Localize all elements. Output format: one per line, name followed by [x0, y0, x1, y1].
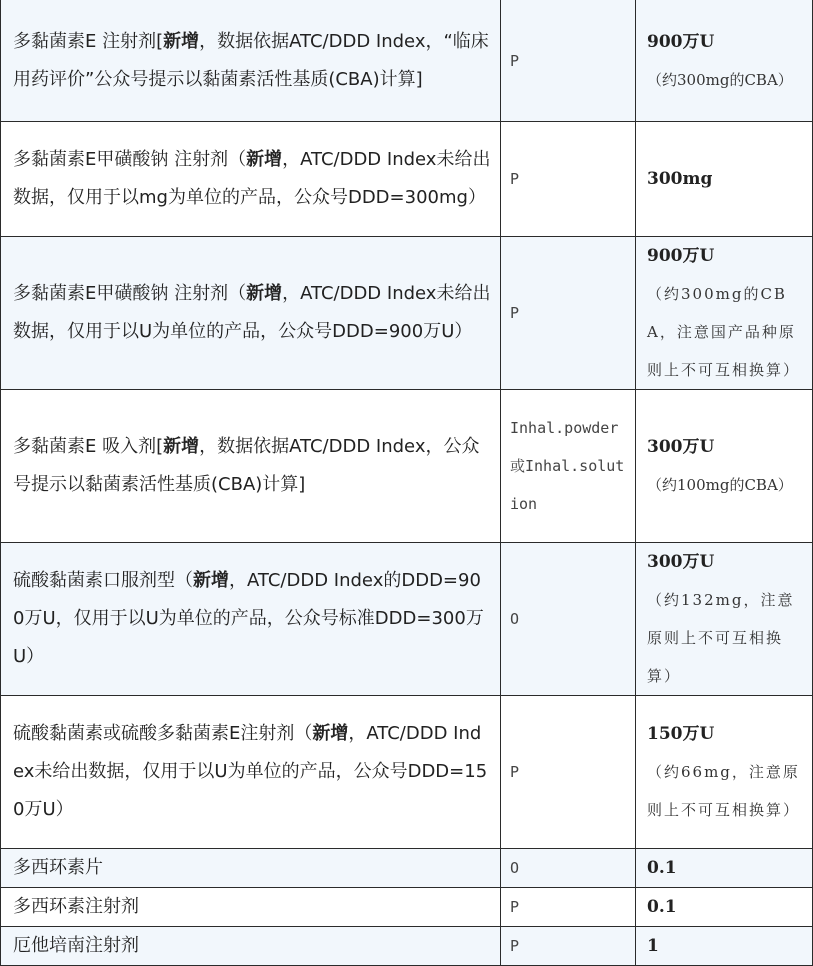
route-cell: O [501, 849, 636, 888]
table-row [1, 543, 813, 696]
table-row [1, 888, 813, 927]
ddd-note: （约66mg，注意原则上不可互相换算） [647, 763, 801, 819]
new-tag: 新增 [193, 570, 229, 591]
ddd-value: 900万U [647, 31, 715, 52]
drug-name-cell: 厄他培南注射剂 [1, 927, 501, 966]
ddd-cell [636, 0, 813, 122]
route-cell: O [501, 543, 636, 696]
ddd-value: 300万U [647, 437, 715, 457]
ddd-value: 150万U [647, 724, 715, 744]
drug-name-cell: 多黏菌素E 注射剂[新增，数据依据ATC/DDD Index，“临床用药评价”公众号提示以黏菌素活性基质(CBA)计算] [1, 0, 501, 122]
drug-name-cell: 多西环素片 [1, 849, 501, 888]
route-cell: P [501, 0, 636, 122]
table-row [1, 696, 813, 849]
route-cell: P [501, 696, 636, 849]
ddd-note: （约300mg的CBA，注意国产品种原则上不可互相换算） [647, 285, 801, 379]
route-cell: P [501, 122, 636, 237]
ddd-note: （约300mg的CBA） [647, 70, 793, 89]
new-tag: 新增 [163, 30, 200, 52]
route-cell: P [501, 927, 636, 966]
table-row [1, 927, 813, 966]
ddd-note: （约132mg，注意原则上不可互相换算） [647, 591, 795, 685]
ddd-value: 0.1 [647, 897, 677, 917]
ddd-cell [636, 927, 813, 966]
ddd-cell [636, 696, 813, 849]
route-cell: P [501, 237, 636, 390]
table-row [1, 849, 813, 888]
drug-name-cell: 多西环素注射剂 [1, 888, 501, 927]
ddd-cell [636, 237, 813, 390]
new-tag: 新增 [246, 283, 283, 304]
drug-name-cell: 硫酸黏菌素或硫酸多黏菌素E注射剂（新增，ATC/DDD Index未给出数据，仅用于以U为单位的产品，公众号DDD=150万U） [1, 696, 501, 849]
route-cell: P [501, 888, 636, 927]
ddd-value: 300mg [647, 169, 713, 189]
ddd-value: 300万U [647, 552, 715, 572]
table-row [1, 0, 813, 122]
ddd-note: （约100mg的CBA） [647, 476, 793, 494]
new-tag: 新增 [246, 149, 283, 170]
table-row [1, 122, 813, 237]
route-cell: Inhal.powder或Inhal.solution [501, 390, 636, 543]
ddd-cell [636, 888, 813, 927]
drug-name-cell: 多黏菌素E 吸入剂[新增，数据依据ATC/DDD Index，公众号提示以黏菌素活性基质(CBA)计算] [1, 390, 501, 543]
ddd-value: 0.1 [647, 858, 677, 878]
table-row [1, 390, 813, 543]
new-tag: 新增 [163, 436, 200, 457]
drug-name-cell: 硫酸黏菌素口服剂型（新增，ATC/DDD Index的DDD=900万U，仅用于以U为单位的产品，公众号标准DDD=300万U） [1, 543, 501, 696]
ddd-cell [636, 122, 813, 237]
ddd-value: 1 [647, 936, 659, 956]
ddd-cell [636, 849, 813, 888]
ddd-cell [636, 390, 813, 543]
new-tag: 新增 [312, 723, 349, 744]
table-row [1, 237, 813, 390]
ddd-value: 900万U [647, 246, 715, 266]
drug-name-cell: 多黏菌素E甲磺酸钠 注射剂（新增，ATC/DDD Index未给出数据，仅用于以mg为单位的产品，公众号DDD=300mg） [1, 122, 501, 237]
drug-name-cell: 多黏菌素E甲磺酸钠 注射剂（新增，ATC/DDD Index未给出数据，仅用于以U为单位的产品，公众号DDD=900万U） [1, 237, 501, 390]
ddd-cell [636, 543, 813, 696]
